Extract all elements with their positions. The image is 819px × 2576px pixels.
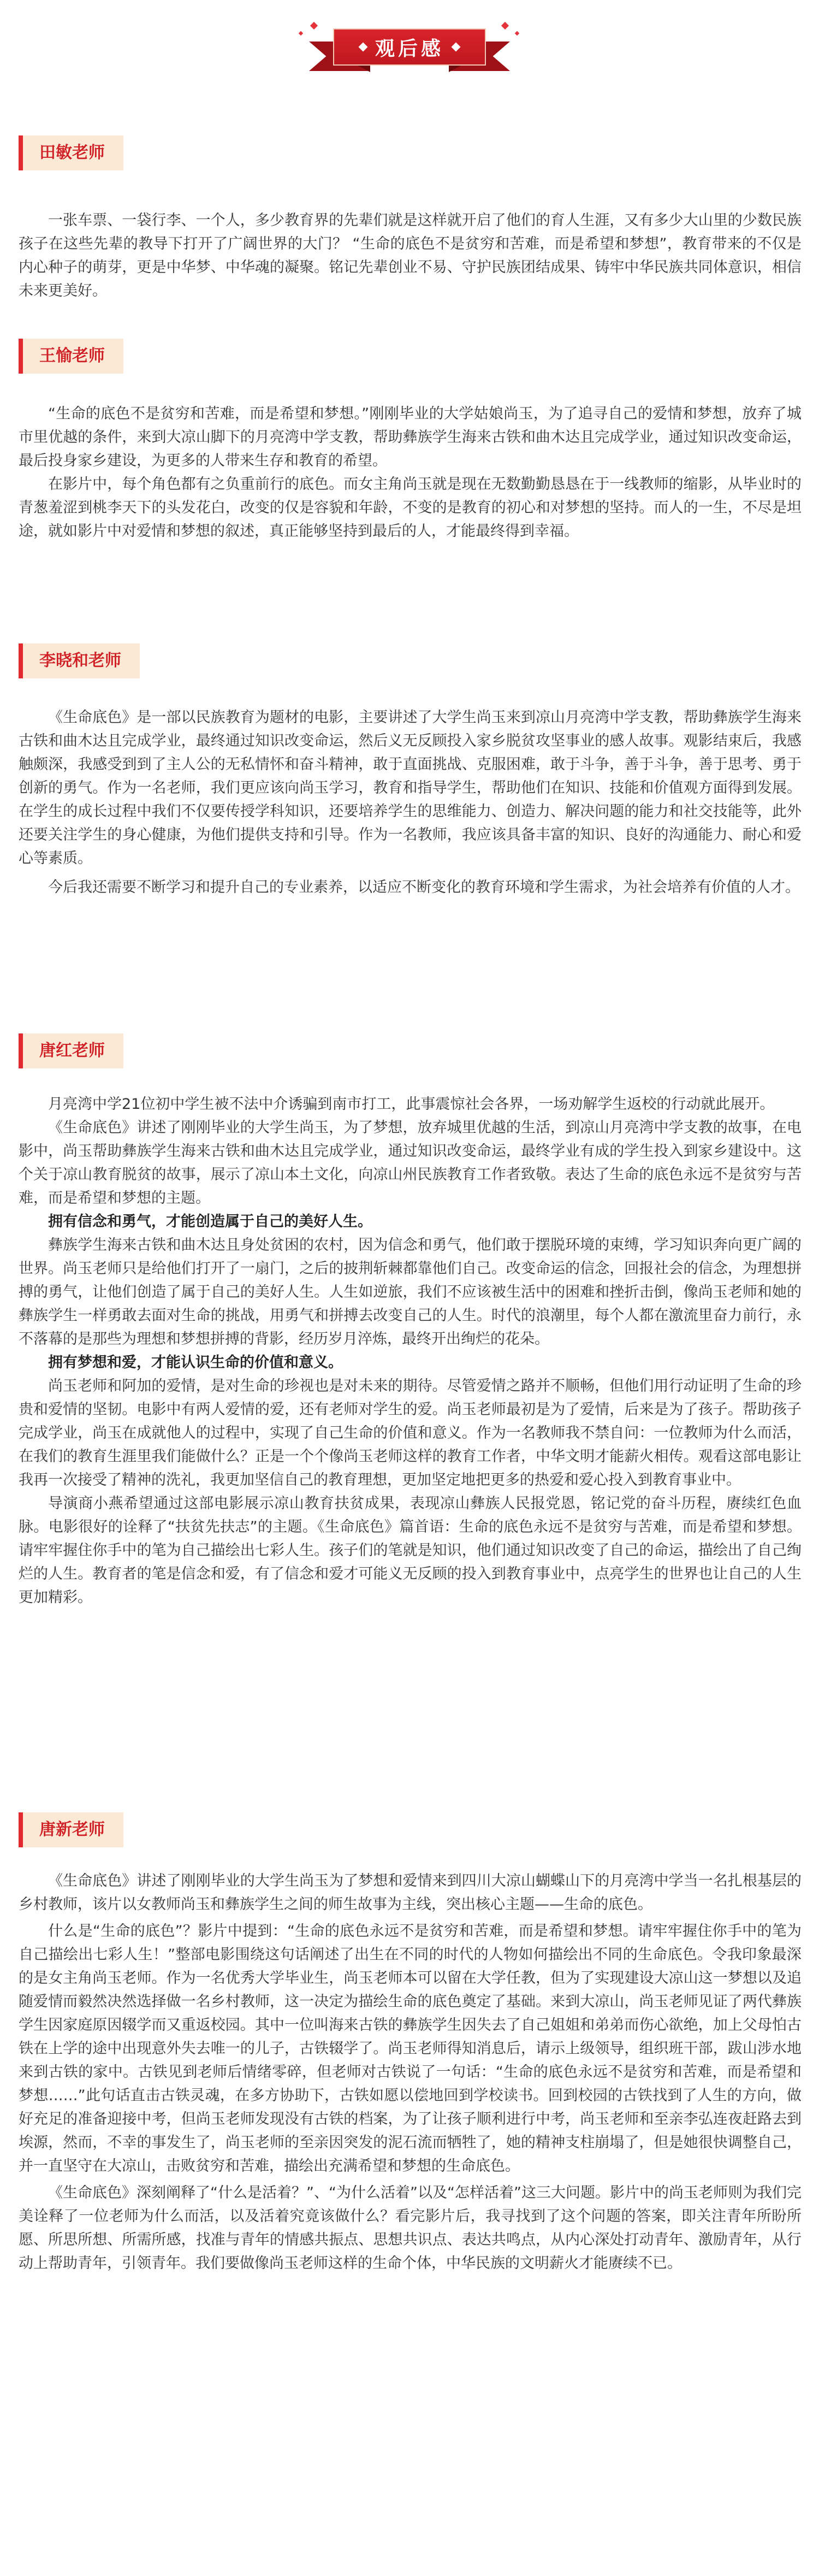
reflection-section (19, 339, 802, 543)
paragraph: 导演商小燕希望通过这部电影展示凉山教育扶贫成果，表现凉山彝族人民报党恩，铭记党的奋斗历程，赓续红色血脉。电影很好的诠释了“扶贫先扶志”的主题。《生命底色》篇首语：生命的底色永远不是贫穷与苦难，而是希望和梦想。请牢牢握住你手中的笔为自己描绘出七彩人生。孩子们的笔就是知识，他们通过知识改变了自己的命运，描绘出了自己绚烂的人生。教育者的笔是信念和爱，有了信念和爱才可能义无反顾的投入到教育事业中，点亮学生的世界也让自己的人生更加精彩。 (19, 1495, 802, 1606)
teacher-name-tag: 唐红老师 (19, 1033, 123, 1068)
page-title: 观后感 (375, 37, 444, 60)
paragraph: 今后我还需要不断学习和提升自己的专业素养，以适应不断变化的教育环境和学生需求，为社会培养有价值的人才。 (48, 879, 800, 896)
ribbon (333, 28, 486, 66)
diamond-icon (452, 43, 461, 52)
reflection-section (19, 1812, 802, 2275)
paragraph: 《生命底色》讲述了刚刚毕业的大学生尚玉，为了梦想，放弃城里优越的生活，到凉山月亮湾中学支教的故事，在电影中，尚玉帮助彝族学生海来古铁和曲木达且完成学业，通过知识改变命运，最终学业有成的学生投入到家乡建设中。这个关于凉山教育脱贫的故事，展示了凉山本土文化，向凉山州民族教育工作者致敬。表达了生命的底色永远不是贫穷与苦难，而是希望和梦想的主题。 (19, 1119, 802, 1207)
paragraph: “生命的底色不是贫穷和苦难，而是希望和梦想。”刚刚毕业的大学姑娘尚玉，为了追寻自己的爱情和梦想，放弃了城市里优越的条件，来到大凉山脚下的月亮湾中学支教，帮助彝族学生海来古铁和曲木达且完成学业，通过知识改变命运，最后投身家乡建设，为更多的人带来生存和教育的希望。 (19, 405, 802, 469)
paragraph: 《生命底色》讲述了刚刚毕业的大学生尚玉为了梦想和爱情来到四川大凉山蝴蝶山下的月亮湾中学当一名扎根基层的乡村教师，该片以女教师尚玉和彝族学生之间的师生故事为主线，突出核心主题——生命的底色。 (19, 1872, 802, 1913)
title-banner (0, 23, 819, 73)
decor-diamond (299, 31, 303, 36)
decor-diamond (310, 22, 318, 29)
reflection-section (19, 135, 802, 303)
paragraph: 彝族学生海来古铁和曲木达且身处贫困的农村，因为信念和勇气，他们敢于摆脱环境的束缚，学习知识奔向更广阔的世界。尚玉老师只是给他们打开了一扇门，之后的披荆斩棘都靠他们自己。改变命运的信念，回报社会的信念，为理想拼搏的勇气，让他们创造了属于自己的美好人生。人生如逆旅，我们不应该被生活中的困难和挫折击倒，像尚玉老师和她的彝族学生一样勇敢去面对生命的挑战，用勇气和拼搏去改变自己的人生。时代的浪潮里，每个人都在激流里奋力前行，永不落幕的是那些为理想和梦想拼搏的背影，经历岁月淬炼，最终开出绚烂的花朵。 (19, 1237, 802, 1348)
paragraph: 《生命底色》是一部以民族教育为题材的电影，主要讲述了大学生尚玉来到凉山月亮湾中学支教，帮助彝族学生海来古铁和曲木达且完成学业，最终通过知识改变命运，然后义无反顾投入家乡脱贫攻坚事业的感人故事。观影结束后，我感触颇深，我感受到到了主人公的无私情怀和奋斗精神，敢于直面挑战、克服困难，敢于斗争，善于斗争，善于思考、勇于创新的勇气。作为一名老师，我们更应该向尚玉学习，教育和指导学生，帮助他们在知识、技能和价值观方面得到发展。在学生的成长过程中我们不仅要传授学科知识，还要培养学生的思维能力、创造力、解决问题的能力和社交技能等，此外还要关注学生的身心健康，为他们提供支持和引导。作为一名教师，我应该具备丰富的知识、良好的沟通能力、耐心和爱心等素质。 (19, 709, 802, 867)
paragraph: 月亮湾中学21位初中学生被不法中介诱骗到南市打工，此事震惊社会各界，一场劝解学生返校的行动就此展开。 (48, 1096, 775, 1113)
teacher-name-tag: 田敏老师 (19, 135, 123, 170)
reflection-section (19, 643, 802, 899)
paragraph-heading: 拥有梦想和爱，才能认识生命的价值和意义。 (48, 1354, 343, 1371)
diamond-icon (358, 43, 367, 52)
paragraph: 尚玉老师和阿加的爱情，是对生命的珍视也是对未来的期待。尽管爱情之路并不顺畅，但他们用行动证明了生命的珍贵和爱情的坚韧。电影中有两人爱情的爱，还有老师对学生的爱。尚玉老师最初是为了爱情，后来是为了孩子。帮助孩子完成学业，尚玉在成就他人的过程中，实现了自己生命的价值和意义。作为一名教师我不禁自问：一位教师为什么而活，在我们的教育生涯里我们能做什么？正是一个个像尚玉老师这样的教育工作者，中华文明才能薪火相传。观看这部电影让我再一次接受了精神的洗礼，我更加坚信自己的教育理想，更加坚定地把更多的热爱和爱心投入到教育事业中。 (19, 1378, 802, 1488)
paragraph: 一张车票、一袋行李、一个人，多少教育界的先辈们就是这样就开启了他们的育人生涯，又有多少大山里的少数民族孩子在这些先辈的教导下打开了广阔世界的大门？ “生命的底色不是贫穷和苦难，而是希望和梦想”，教育带来的不仅是内心种子的萌芽，更是中华梦、中华魂的凝聚。铭记先辈创业不易、守护民族团结成果、铸牢中华民族共同体意识，相信未来更美好。 (19, 212, 802, 299)
reflection-section (19, 1033, 802, 1609)
paragraph: 《生命底色》深刻阐释了“什么是活着？”、“为什么活着”以及“怎样活着”这三大问题。影片中的尚玉老师则为我们完美诠释了一位老师为什么而活，以及活着究竟该做什么？看完影片后，我寻找到了这个问题的答案，即关注青年所盼所愿、所思所想、所需所感，找准与青年的情感共振点、思想共识点、表达共鸣点，从内心深处打动青年、激励青年，从行动上帮助青年，引领青年。我们要做像尚玉老师这样的生命个体，中华民族的文明薪火才能赓续不已。 (19, 2184, 802, 2272)
teacher-name-tag: 唐新老师 (19, 1812, 123, 1847)
paragraph: 在影片中，每个角色都有之负重前行的底色。而女主角尚玉就是现在无数勤勤恳恳在于一线教师的缩影，从毕业时的青葱羞涩到桃李天下的头发花白，改变的仅是容貌和年龄，不变的是教育的初心和对梦想的坚持。而人的一生，不尽是坦途，就如影片中对爱情和梦想的叙述，真正能够坚持到最后的人，才能最终得到幸福。 (19, 476, 802, 540)
decor-diamond (515, 31, 519, 36)
teacher-name-tag: 李晓和老师 (19, 643, 140, 678)
paragraph-heading: 拥有信念和勇气，才能创造属于自己的美好人生。 (48, 1213, 372, 1230)
paragraph: 什么是“生命的底色”？影片中提到：“生命的底色永远不是贫穷和苦难，而是希望和梦想。请牢牢握住你手中的笔为自己描绘出七彩人生！”整部电影围绕这句话阐述了出生在不同的时代的人物如何描绘出不同的生命底色。令我印象最深的是女主角尚玉老师。作为一名优秀大学毕业生，尚玉老师本可以留在大学任教，但为了实现建设大凉山这一梦想以及追随爱情而毅然决然选择做一名乡村教师，这一决定为描绘生命的底色奠定了基础。来到大凉山，尚玉老师见证了两代彝族学生因家庭原因辍学而又重返校园。其中一位叫海来古铁的彝族学生因失去了自己姐姐和弟弟而伤心欲绝，加上父母怕古铁在上学的途中出现意外失去唯一的儿子，古铁辍学了。尚玉老师得知消息后，请示上级领导，组织班干部，跋山涉水地来到古铁的家中。古铁见到老师后情绪零碎，但老师对古铁说了一句话：“生命的底色永远不是贫穷和苦难，而是希望和梦想……”此句话直击古铁灵魂，在多方协助下，古铁如愿以偿地回到学校读书。回到校园的古铁找到了人生的方向，做好充足的准备迎接中考，但尚玉老师发现没有古铁的档案，为了让孩子顺利进行中考，尚玉老师和至亲李弘连夜赶路去到埃源，然而，不幸的事发生了，尚玉老师的至亲因突发的泥石流而牺牲了，她的精神支柱崩塌了，但是她很快调整自己，并一直坚守在大凉山，击败贫穷和苦难，描绘出充满希望和梦想的生命底色。 (19, 1923, 802, 2175)
teacher-name-tag: 王愉老师 (19, 339, 123, 374)
decor-diamond (501, 22, 509, 29)
